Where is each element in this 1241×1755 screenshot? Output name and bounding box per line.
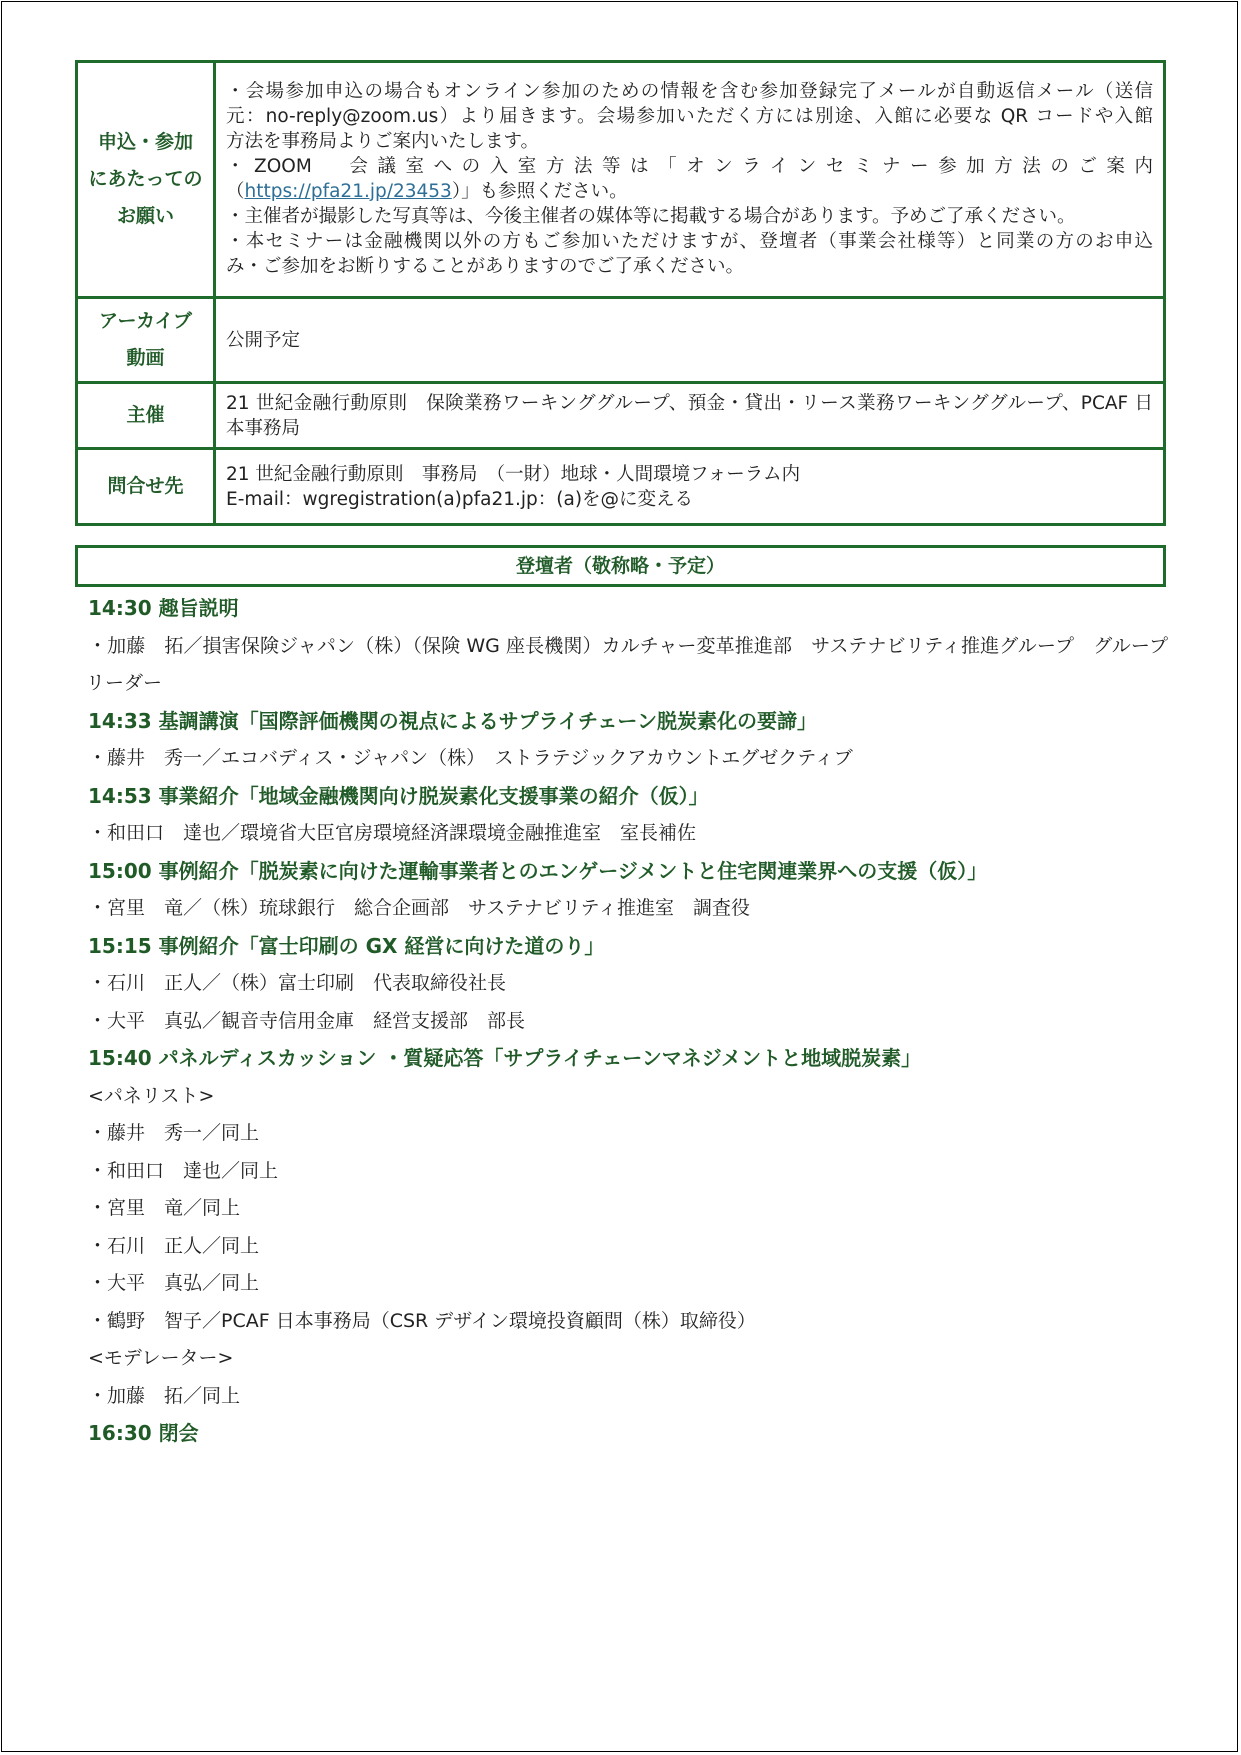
note-zoom-prefix: （ [226,180,245,202]
program-entry: リーダー [86,672,163,694]
note-venue-line2: 元：no-reply@zoom.us）より届きます。会場参加いただく方には別途、入館に必要な QR コードや入館 [226,105,1153,127]
label-organizer [77,383,215,449]
label-line: 申込・参加 [97,131,193,153]
program-entry: ・和田口 達也／環境省大臣官房環境経済課環境金融推進室 室長補佐 [88,822,697,844]
label-line: 問合せ先 [107,475,184,497]
application-notes [215,62,1165,298]
program-entry: ・大平 真弘／観音寺信用金庫 経営支援部 部長 [88,1009,526,1032]
organizer-line2: 本事務局 [226,417,301,439]
note-restriction-line2: み・ご参加をお断りすることがありますのでご了承ください。 [226,255,745,277]
table-row [77,383,1165,449]
program-entry: ・宮里 竜／同上 [88,1197,241,1219]
note-venue-line3: 方法を事務局よりご案内いたします。 [226,130,540,152]
program-entry: ・加藤 拓／同上 [88,1384,241,1407]
program-list [88,590,1168,1453]
speakers-header: 登壇者（敬称略・予定） [75,545,1166,587]
label-line: にあたっての [88,168,203,190]
table-row [77,62,1165,298]
label-line: 主催 [126,404,165,426]
program-session-heading: 15:40 パネルディスカッション ・質疑応答「サプライチェーンマネジメントと地域脱炭素」 [88,1046,922,1070]
table-row [77,298,1165,383]
label-application-notes [77,62,215,298]
table-row [77,449,1165,525]
program-session-heading: 14:33 基調講演「国際評価機関の視点によるサプライチェーン脱炭素化の要諦」 [88,708,818,733]
label-line: 動画 [126,347,165,369]
label-line: お願い [116,205,174,227]
program-entry: <モデレーター> [88,1347,234,1369]
event-info-table [75,60,1166,526]
program-entry: ・藤井 秀一／エコバディス・ジャパン（株） ストラテジックアカウントエグゼクティブ [88,747,853,769]
program-entry: ・石川 正人／同上 [88,1234,260,1257]
zoom-guide-link[interactable]: https://pfa21.jp/23453 [244,180,452,202]
program-entry: ・宮里 竜／（株）琉球銀行 総合企画部 サステナビリティ推進室 調査役 [88,897,750,919]
program-entry: ・大平 真弘／同上 [88,1272,260,1294]
program-session-heading: 16:30 閉会 [88,1421,199,1445]
note-photo: ・主催者が撮影した写真等は、今後主催者の媒体等に掲載する場合があります。予めご了承ください。 [226,205,1076,227]
contact-line1: 21 世紀金融行動原則 事務局 （一財）地球・人間環境フォーラム内 [226,463,801,485]
organizer-line1: 21 世紀金融行動原則 保険業務ワーキンググループ、預金・貸出・リース業務ワーキンググループ、PCAF 日 [226,392,1153,414]
program-session-heading: 14:53 事業紹介「地域金融機関向け脱炭素化支援事業の紹介（仮）」 [88,783,709,808]
note-zoom-suffix: ）」も参照ください。 [451,180,628,202]
note-zoom-line1: ・ZOOM 会議室への入室方法等は「オンラインセミナー参加方法のご案内 [226,155,1153,177]
contact-info [215,449,1165,525]
program-entry: ・加藤 拓／損害保険ジャパン（株）（保険 WG 座長機関）カルチャー変革推進部 サステナビリティ推進グループ グループ [88,634,1168,657]
program-entry: <パネリスト> [88,1084,215,1107]
label-line: アーカイブ [99,310,192,332]
program-session-heading: 14:30 趣旨説明 [88,596,239,620]
archive-status: 公開予定 [215,298,1165,383]
program-entry: ・石川 正人／（株）富士印刷 代表取締役社長 [88,972,507,994]
note-venue-line1: ・会場参加申込の場合もオンライン参加のための情報を含む参加登録完了メールが自動返信メール（送信 [226,80,1153,102]
label-archive-video [77,298,215,383]
note-zoom-line2 [226,179,1153,204]
program-entry: ・和田口 達也／同上 [88,1159,279,1182]
contact-email: E-mail：wgregistration(a)pfa21.jp：(a)を@に変える [226,488,694,510]
program-entry: ・藤井 秀一／同上 [88,1122,260,1144]
program-entry: ・鶴野 智子／PCAF 日本事務局（CSR デザイン環境投資顧問（株）取締役） [88,1309,756,1332]
program-session-heading: 15:00 事例紹介「脱炭素に向けた運輸事業者とのエンゲージメントと住宅関連業界への支援（仮）」 [88,858,988,883]
label-contact [77,449,215,525]
program-session-heading: 15:15 事例紹介「富士印刷の GX 経営に向けた道のり」 [88,933,605,958]
note-restriction-line1: ・本セミナーは金融機関以外の方もご参加いただけますが、登壇者（事業会社様等）と同業の方のお申込 [226,230,1153,252]
organizer-info [215,383,1165,449]
